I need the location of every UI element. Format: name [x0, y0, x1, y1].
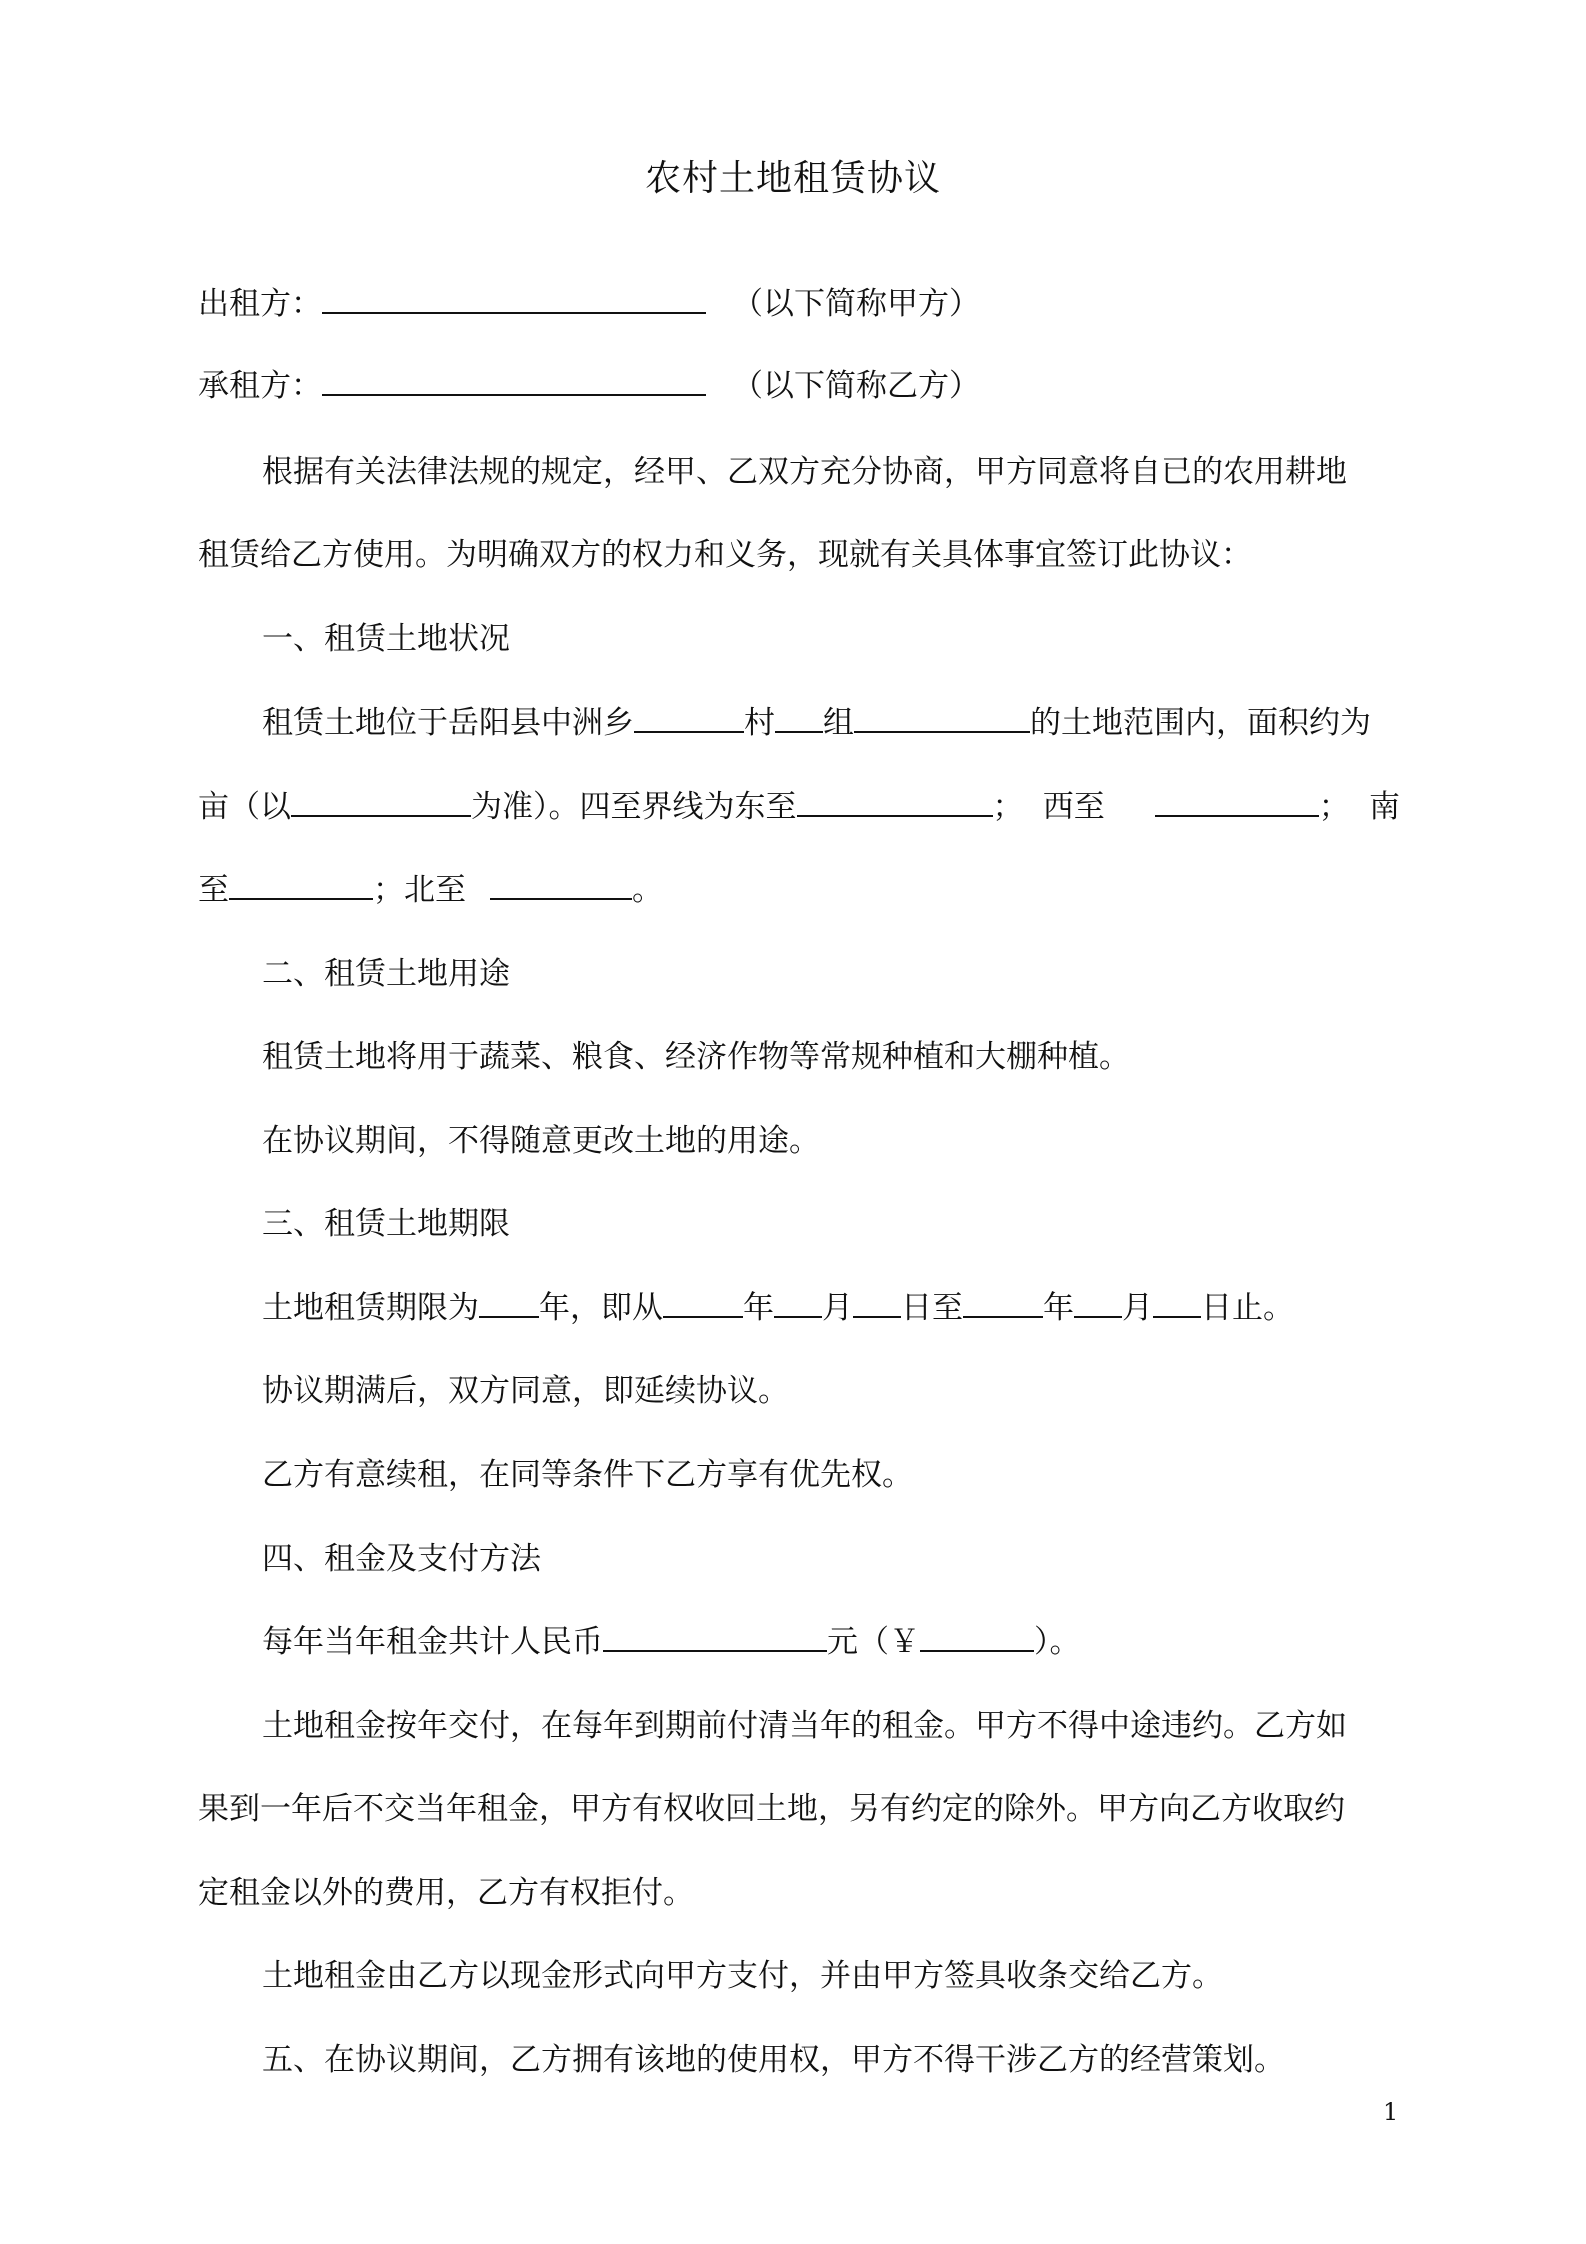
start-month-blank[interactable]: [774, 1286, 822, 1318]
lessor-name-blank[interactable]: [322, 282, 706, 314]
section3-term-line: [262, 1286, 1294, 1330]
west-semicolon: ；: [1318, 789, 1350, 825]
group-label: 组: [823, 705, 854, 741]
term-text: 土地租赁期限为: [262, 1290, 479, 1326]
rent-yuan-text: 元（￥: [827, 1624, 920, 1660]
intro-line-2: 租赁给乙方使用。为明确双方的权力和义务，现就有关具体事宜签订此协议：: [198, 537, 1252, 573]
document-title: 农村土地租赁协议: [644, 158, 941, 199]
south-semicolon: ；: [373, 872, 404, 908]
village-label: 村: [744, 705, 775, 741]
end-day-blank[interactable]: [1153, 1286, 1201, 1318]
lessor-line: [198, 282, 980, 326]
lessee-name-blank[interactable]: [322, 364, 706, 396]
section4-para-1-line-3: 定租金以外的费用，乙方有权拒付。: [198, 1875, 694, 1911]
lessee-note: （以下简称乙方）: [732, 368, 980, 404]
village-blank[interactable]: [634, 701, 744, 733]
section1-north-line: [198, 868, 663, 912]
section4-para-2: 土地租金由乙方以现金形式向甲方支付，并由甲方签具收条交给乙方。: [262, 1958, 1223, 1994]
section1-location-line: [262, 701, 1371, 745]
section3-para-2: 乙方有意续租，在同等条件下乙方享有优先权。: [262, 1457, 913, 1493]
lessee-label: 承租方：: [198, 368, 322, 404]
end-year-blank[interactable]: [963, 1286, 1043, 1318]
east-semicolon: ；: [992, 789, 1024, 825]
north-boundary-blank[interactable]: [490, 868, 632, 900]
page-number: 1: [1383, 2098, 1399, 2126]
section4-rent-line: [262, 1620, 1081, 1664]
term-from-text: 年，即从: [539, 1290, 663, 1326]
lessor-label: 出租方：: [198, 286, 322, 322]
south-boundary-blank[interactable]: [229, 868, 373, 900]
group-blank[interactable]: [775, 701, 823, 733]
intro-line-1: 根据有关法律法规的规定，经甲、乙双方充分协商，甲方同意将自已的农用耕地: [262, 454, 1347, 490]
term-years-blank[interactable]: [479, 1286, 539, 1318]
start-year-blank[interactable]: [663, 1286, 743, 1318]
start-day-blank[interactable]: [853, 1286, 901, 1318]
rent-text: 每年当年租金共计人民币: [262, 1624, 603, 1660]
section3-para-1: 协议期满后，双方同意，即延续协议。: [262, 1373, 789, 1409]
section1-heading: 一、租赁土地状况: [262, 621, 510, 657]
extent-blank[interactable]: [854, 701, 1030, 733]
end-year-label: 年: [1043, 1290, 1074, 1326]
lessor-note: （以下简称甲方）: [732, 286, 980, 322]
end-month-blank[interactable]: [1074, 1286, 1122, 1318]
north-text: 北至: [404, 872, 466, 908]
section4-para-1-line-1: 土地租金按年交付，在每年到期前付清当年的租金。甲方不得中途违约。乙方如: [262, 1708, 1347, 1744]
section2-para-2: 在协议期间，不得随意更改土地的用途。: [262, 1123, 820, 1159]
lessee-line: [198, 364, 980, 408]
start-day-label: 日至: [901, 1290, 963, 1326]
east-text: 为准）。四至界线为东至: [471, 789, 797, 825]
section3-heading: 三、租赁土地期限: [262, 1206, 510, 1242]
section2-para-1: 租赁土地将用于蔬菜、粮食、经济作物等常规种植和大棚种植。: [262, 1039, 1130, 1075]
west-boundary-blank[interactable]: [1155, 785, 1319, 817]
start-year-label: 年: [743, 1290, 774, 1326]
south-to-text: 至: [198, 872, 229, 908]
end-month-label: 月: [1122, 1290, 1153, 1326]
rent-amount-words-blank[interactable]: [603, 1620, 827, 1652]
start-month-label: 月: [822, 1290, 853, 1326]
east-boundary-blank[interactable]: [797, 785, 993, 817]
south-text: 南: [1369, 789, 1400, 825]
location-text: 租赁土地位于岳阳县中洲乡: [262, 705, 634, 741]
mu-text: 亩（以: [198, 789, 291, 825]
section4-para-1-line-2: 果到一年后不交当年租金，甲方有权收回土地，另有约定的除外。甲方向乙方收取约: [198, 1791, 1345, 1827]
section1-boundary-line: [198, 785, 1400, 829]
section5-heading: 五、在协议期间，乙方拥有该地的使用权，甲方不得干涉乙方的经营策划。: [262, 2042, 1285, 2078]
section2-heading: 二、租赁土地用途: [262, 956, 510, 992]
area-text: 的土地范围内，面积约为: [1030, 705, 1371, 741]
rent-close-text: ）。: [1034, 1624, 1081, 1660]
west-text: 西至: [1042, 789, 1105, 825]
end-day-label: 日止。: [1201, 1290, 1294, 1326]
measure-basis-blank[interactable]: [291, 785, 471, 817]
rent-amount-figures-blank[interactable]: [920, 1620, 1034, 1652]
north-period: 。: [632, 872, 663, 908]
section4-heading: 四、租金及支付方法: [262, 1541, 541, 1577]
